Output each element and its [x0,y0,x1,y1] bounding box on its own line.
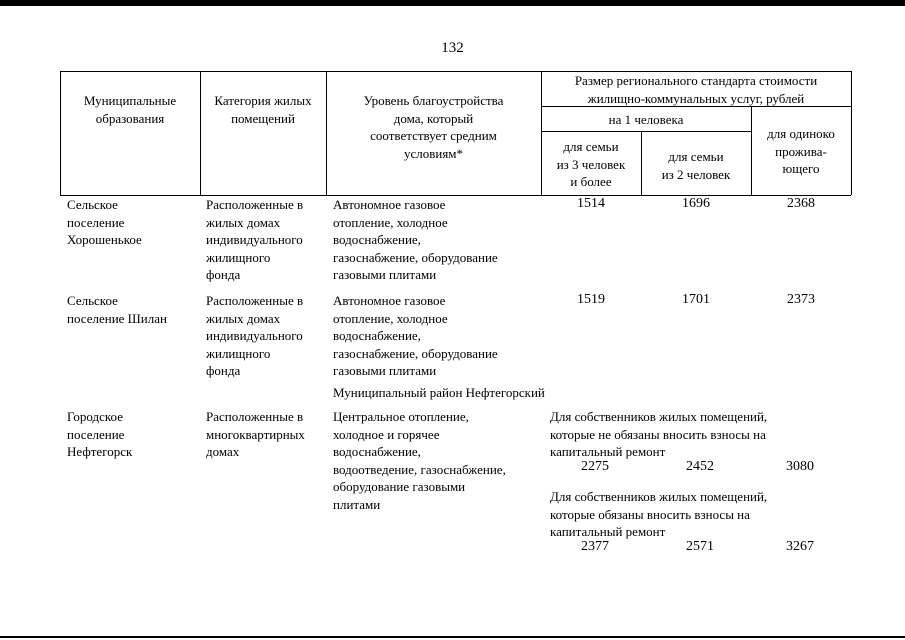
row3-a-value-family2: 2452 [686,459,714,474]
row2-value-family2: 1701 [682,292,710,307]
row3-municipality: Городское поселение Нефтегорск [67,409,133,459]
header-family-2: для семьи из 2 человек [661,149,731,182]
header-family-3plus: для семьи из 3 человек и более [556,139,626,189]
row3-b-value-family2: 2571 [686,539,714,554]
row2-municipality: Сельское поселение Шилан [67,293,167,326]
row3-a-value-single: 3080 [786,459,814,474]
header-category: Категория жилых помещений [214,93,312,126]
row1-category: Расположенные в жилых домах индивидуального жилищного фонда [206,197,304,282]
row3-b-value-single: 3267 [786,539,814,554]
bottom-rule [0,636,905,638]
row1-municipality: Сельское поселение Хорошенькое [67,197,142,247]
header-level: Уровень благоустройства дома, который соответствует средним условиям* [363,93,504,161]
top-rule [0,0,905,6]
header-municipality: Муниципальные образования [83,93,177,126]
row1-value-single: 2368 [787,196,815,211]
row3-level: Центральное отопление, холодное и горячее водоснабжение, водоотведение, газоснабжение, оборудование газовыми плитами [333,409,506,512]
row3-a-value-family3: 2275 [581,459,609,474]
row3-note-not-obliged: Для собственников жилых помещений, которые не обязаны вносить взносы на капитальный ремонт [550,409,768,459]
district-title: Муниципальный район Нефтегорский [333,385,545,400]
page-number: 132 [441,40,464,56]
row1-value-family3: 1514 [577,196,605,211]
row1-value-family2: 1696 [682,196,710,211]
row3-b-value-family3: 2377 [581,539,609,554]
row1-level: Автономное газовое отопление, холодное водоснабжение, газоснабжение, оборудование газовыми плитами [333,197,498,282]
header-single: для одиноко прожива- ющего [767,126,835,176]
row3-note-obliged: Для собственников жилых помещений, которые обязаны вносить взносы на капитальный ремонт [550,489,768,539]
row2-category: Расположенные в жилых домах индивидуального жилищного фонда [206,293,304,378]
header-size-title: Размер регионального стандарта стоимости жилищно-коммунальных услуг, рублей [574,73,818,106]
row2-level: Автономное газовое отопление, холодное водоснабжение, газоснабжение, оборудование газовыми плитами [333,293,498,378]
header-per-person: на 1 человека [608,112,684,127]
row3-category: Расположенные в многоквартирных домах [206,409,305,459]
row2-value-single: 2373 [787,292,815,307]
row2-value-family3: 1519 [577,292,605,307]
